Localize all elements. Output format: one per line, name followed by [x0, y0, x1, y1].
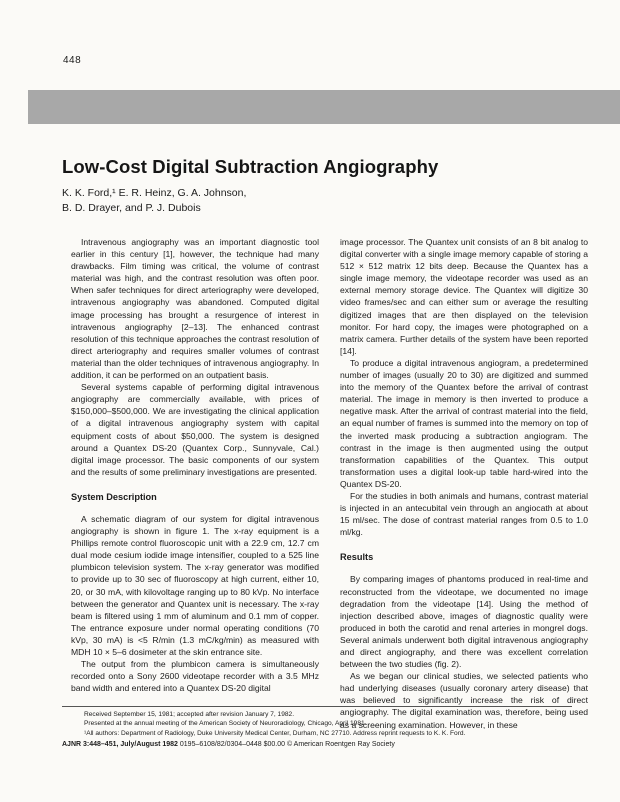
- section-heading-system-description: System Description: [71, 491, 157, 502]
- paragraph: image processor. The Quantex unit consists of an 8 bit analog to digital converter with a single image memory capable of storing a 512 × 512 matrix 12 bits deep. Because the Quantex has a single image memory, the videotape recorder was used as an external memory storage device. The Quantex will digitize 30 video frames/sec and can either sum or average the resulting digitized images that are then displayed on the television monitor. For hard copy, the images were photographed on a matrix camera. Further details of the system have been reported [14].: [340, 237, 588, 356]
- paragraph: For the studies in both animals and humans, contrast material is injected in an antecubital vein through an angiocath at about 15 ml/sec. The dose of contrast material ranges from 0.5 to 1.0 ml/kg.: [340, 490, 588, 538]
- footer-rule: [62, 706, 572, 707]
- footnote-received: Received September 15, 1981; accepted after revision January 7, 1982.: [84, 711, 295, 718]
- page-number: 448: [63, 55, 82, 66]
- paragraph: Several systems capable of performing digital intravenous angiography are commercially available, with prices of $150,000–$500,000. We are investigating the clinical application of a digital intravenous angiography system with capital equipment costs of about $50,000. The system is designed around a Quantex DS-20 (Quantex Corp., Sunnyvale, Cal.) digital image processor. The basic components of our system and the results of some preliminary investigations are presented.: [71, 382, 319, 477]
- paragraph: To produce a digital intravenous angiogram, a predetermined number of images (usually 20 to 30) are digitized and summed into the memory of the Quantex before the arrival of contrast material. The image in memory is then inverted to produce a negative mask. After the arrival of contrast material into the field, an equal number of frames is summed into the memory on top of the inverted mask producing a subtraction angiogram. The contrast in the image is then augmented using the output transformation capabilities of the Quantex. This output transformation uses a digital look-up table hard-wired into the Quantex DS-20.: [340, 357, 588, 489]
- paragraph: A schematic diagram of our system for digital intravenous angiography is shown in figure 1. The x-ray equipment is a Phillips remote control fluoroscopic unit with a 22.9 cm, 12.7 cm dual mode cesium iodide image intensifier, coupled to a 525 line plumbicon television system. The x-ray generator was modified to provide up to 30 sec of fluoroscopy at high current, either 10, 20, or 30 mA, with kilovoltage ranging up to 80 kVp. No interface between the generator and Quantex unit is necessary. The x-ray beam is filtered using 1 mm of aluminum and 0.1 mm of copper. The entrance exposure under normal operating conditions (70 kVp, 30 mA) is <5 R/min (1.3 mC/kg/min) as measured with MDH 10 × 5–6 dosimeter at the skin entrance site.: [71, 513, 319, 657]
- paragraph: By comparing images of phantoms produced in real-time and reconstructed from the videotape, we documented no image degradation from the videotape [14]. Using the method of injection described above, images of diagnostic quality were produced in both the carotid and renal arteries in mongrel dogs. Several animals underwent both digital intravenous angiography and direct angiography, and there was excellent correlation between the two studies (fig. 2).: [340, 574, 588, 670]
- header-band: [28, 90, 620, 124]
- author-list: [62, 186, 246, 216]
- left-column: [71, 236, 319, 694]
- footnote-affiliation: ¹All authors: Department of Radiology, Duke University Medical Center, Durham, NC 27710. Address reprint requests to K. K. Ford.: [84, 729, 466, 737]
- journal-citation: AJNR 3:448–451, July/August 1982: [62, 741, 178, 748]
- paragraph: As we began our clinical studies, we selected patients who had underlying diseases (usually coronary artery disease) that was believed to significantly increase the risk of direct angiography. The digital examination was, therefore, being used as a screening examination. However, in these: [340, 671, 588, 730]
- paragraph: The output from the plumbicon camera is simultaneously recorded onto a Sony 2600 videotape recorder with a 3.5 MHz band width and entered into a Quantex DS-20 digital: [71, 659, 319, 694]
- author-line-2: B. D. Drayer, and P. J. Dubois: [62, 202, 201, 214]
- footnotes: [84, 710, 564, 738]
- right-column: [340, 236, 588, 731]
- section-heading-results: Results: [340, 552, 374, 563]
- article-title: Low-Cost Digital Subtraction Angiography: [62, 156, 439, 177]
- journal-copyright: 0195–6108/82/0304–0448 $00.00 © American Roentgen Ray Society: [177, 741, 395, 748]
- author-line-1: K. K. Ford,¹ E. R. Heinz, G. A. Johnson,: [62, 187, 247, 199]
- footnote-presented: Presented at the annual meeting of the American Society of Neuroradiology, Chicago, April 1981.: [84, 720, 367, 728]
- paragraph: Intravenous angiography was an important diagnostic tool earlier in this century [1], however, the technique had many drawbacks. Film timing was critical, the volume of contrast material was high, and the contrast resolution was often poor. When safer techniques for direct arteriography were developed, intravenous angiography was abandoned. Computed digital image processing has brought a resurgence of interest in intravenous angiography [2–13]. The enhanced contrast resolution of this technique approaches the contrast resolution of direct arteriography and requires smaller volumes of contrast material than the older techniques of intravenous angiography. In addition, it can be performed on an outpatient basis.: [71, 237, 319, 381]
- journal-citation-line: [62, 741, 395, 748]
